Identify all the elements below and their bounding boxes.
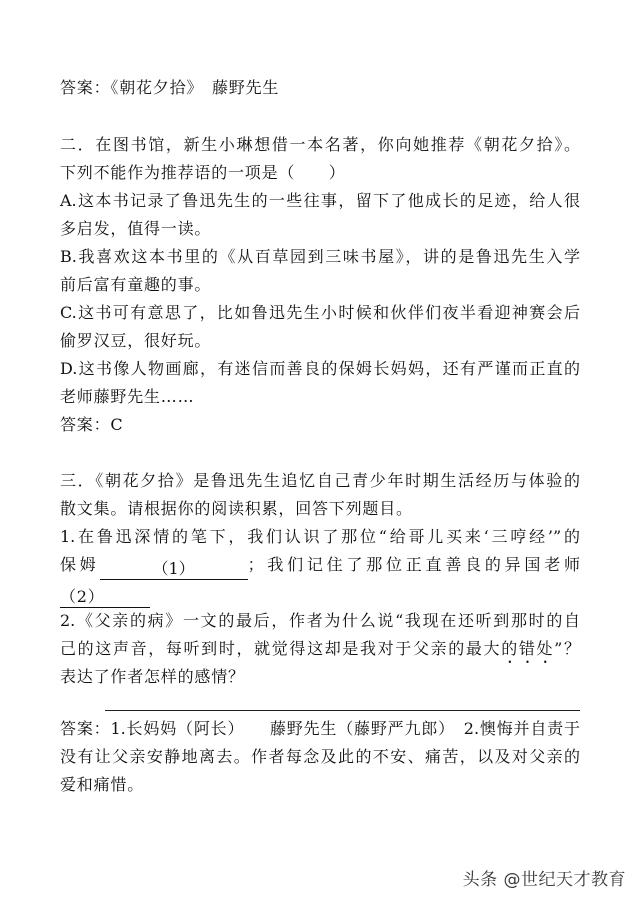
q3-sub1-text-before-blank: 保姆 <box>60 555 100 574</box>
q2-answer: 答案：C <box>60 415 124 434</box>
q1-answer: 答案：《朝花夕拾》 藤野先生 <box>60 78 280 97</box>
question-3 <box>60 467 580 691</box>
q2-option-a-continued: 多启发，值得一读。 <box>60 219 212 238</box>
q3-answer-line-1: 答案：1.长妈妈（阿长） 藤野先生（藤野严九郎） 2.懊悔并自责于 <box>60 719 580 738</box>
q2-stem-line-1: 二．在图书馆，新生小琳想借一本名著，你向她推荐《朝花夕拾》。 <box>60 135 580 154</box>
source-watermark: 头条 @世纪天才教育 <box>462 870 626 890</box>
fill-in-blank-2: （2） <box>60 587 150 608</box>
fill-in-blank-1: （1） <box>100 559 248 580</box>
question-2 <box>60 131 580 439</box>
q3-sub1-line-1: 1.在鲁迅深情的笔下，我们认识了那位“给哥儿买来‘三哼经’”的 <box>60 527 580 546</box>
q3-sub2-text: 己的这声音，每听到时，就觉得这却是我对于父亲的最大 <box>60 639 502 658</box>
q3-stem-line-2: 散文集。请根据你的阅读积累，回答下列题目。 <box>60 499 413 518</box>
q3-sub2-line-1: 2.《父亲的病》一文的最后，作者为什么说“我现在还听到那时的自 <box>60 611 580 630</box>
answer-divider-rule <box>105 710 580 711</box>
q2-option-a: A.这本书记录了鲁迅先生的一些往事，留下了他成长的足迹，给人很 <box>60 191 580 210</box>
q3-sub1-line-3 <box>60 579 580 607</box>
q3-stem-line-1: 三．《朝花夕拾》是鲁迅先生追忆自己青少年时期生活经历与体验的 <box>60 471 580 490</box>
document-page <box>60 74 580 799</box>
emphasized-text: 的错处 <box>501 639 555 658</box>
q3-sub2-line-3: 表达了作者怎样的感情？ <box>60 667 245 686</box>
q2-option-d-continued: 老师藤野先生…… <box>60 387 195 406</box>
q2-option-d: D.这书像人物画廊，有迷信而善良的保姆长妈妈，还有严谨而正直的 <box>60 359 580 378</box>
q3-answer-line-3: 爱和痛惜。 <box>60 775 145 794</box>
q2-option-c: C.这书可有意思了，比如鲁迅先生小时候和伙伴们夜半看迎神赛会后 <box>60 303 580 322</box>
q3-sub1-line-2 <box>60 551 580 579</box>
q2-option-c-continued: 偷罗汉豆，很好玩。 <box>60 331 212 350</box>
q2-option-b-continued: 前后富有童趣的事。 <box>60 275 212 294</box>
q2-option-b: B.我喜欢这本书里的《从百草园到三味书屋》，讲的是鲁迅先生入学 <box>60 247 580 266</box>
q3-sub1-text-after-blank: ；我们记住了那位正直善良的异国老师 <box>247 555 580 574</box>
q3-answer <box>60 715 580 799</box>
q2-stem-line-2: 下列不能作为推荐语的一项是（ ） <box>60 163 346 182</box>
q3-sub2-text-end: ”？ <box>554 639 580 658</box>
q3-sub2-line-2 <box>60 635 580 663</box>
q3-answer-line-2: 没有让父亲安静地离去。作者每念及此的不安、痛苦，以及对父亲的 <box>60 747 580 766</box>
